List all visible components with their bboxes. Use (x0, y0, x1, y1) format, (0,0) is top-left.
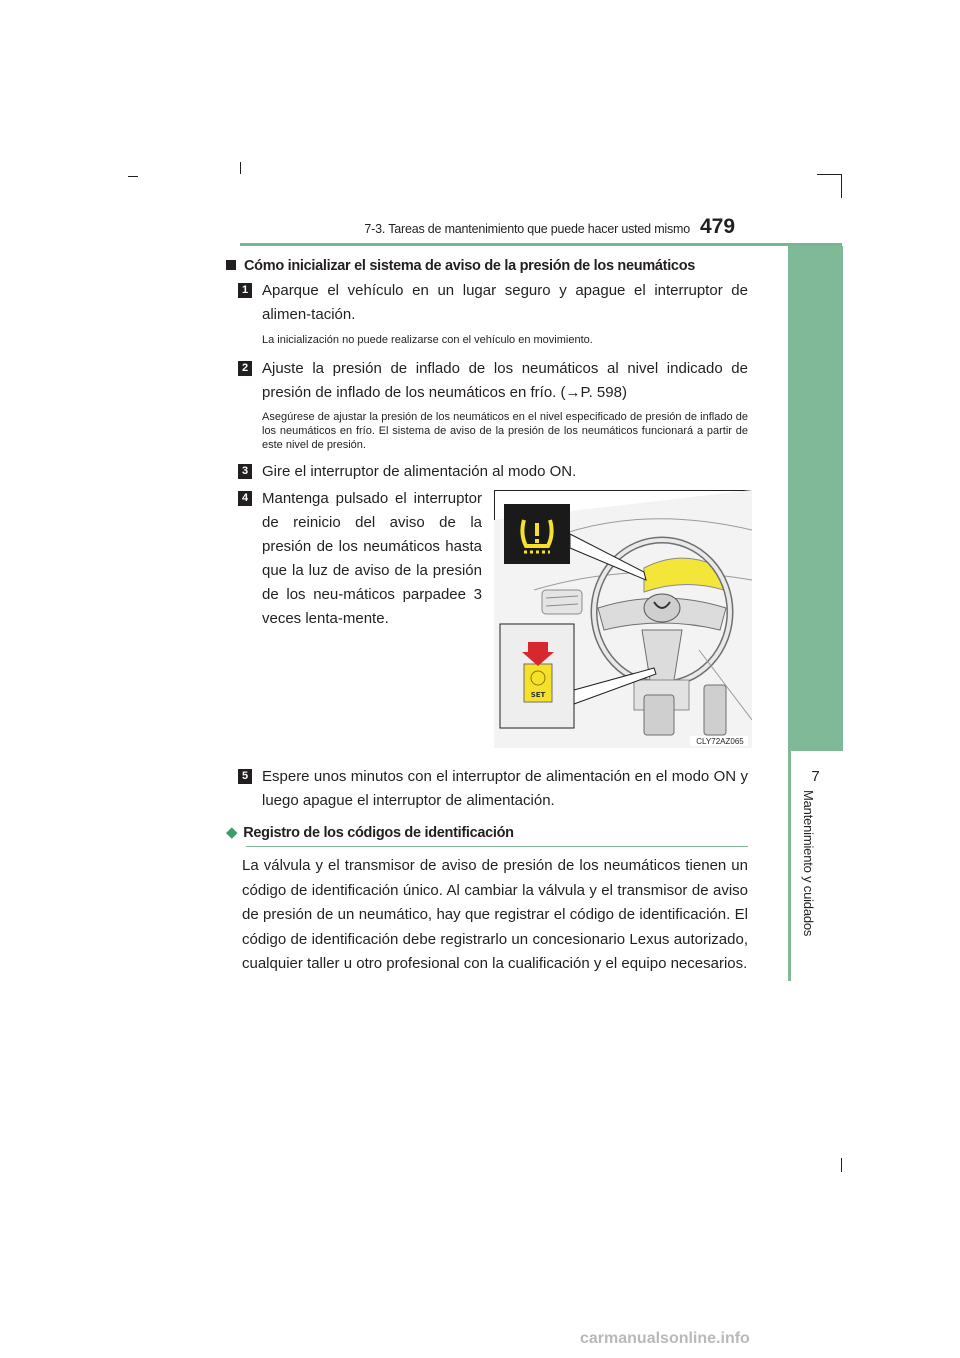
chapter-number: 7 (811, 768, 820, 785)
figure-code: CLY72AZ065 (696, 737, 744, 746)
step-number: 5 (238, 769, 252, 784)
subsection-body: La válvula y el transmisor de aviso de presión de los neumáticos tienen un código de identificación único. Al cambiar la válvula y el transmisor de aviso de presión de un neumático, hay que registrar el código de identificación. El código de identificación debe registrarlo un concesionario Lexus autorizado, cualquier taller u otro profesional con la cualificación y el equipo necesarios. (242, 857, 748, 972)
step-note: La inicialización no puede realizarse con el vehículo en movimiento. (262, 334, 593, 346)
subsection-heading (226, 823, 514, 841)
crop-mark (817, 174, 841, 175)
crop-mark (841, 174, 842, 198)
step-text: Mantenga pulsado el interruptor de reinicio del aviso de la presión de los neumáticos hasta que la luz de aviso de la presión de los neu-máticos parpadee 3 veces lenta-mente. (262, 490, 482, 627)
step-text: Espere unos minutos con el interruptor de alimentación en el modo ON y luego apague el interruptor de alimentación. (262, 768, 748, 809)
step-number: 3 (238, 464, 252, 479)
running-header: 7-3. Tareas de mantenimiento que puede hacer usted mismo (364, 222, 690, 236)
square-bullet-icon (226, 260, 236, 270)
step-number: 2 (238, 361, 252, 376)
watermark: carmanualsonline.info (580, 1330, 750, 1347)
subsection-rule (246, 846, 748, 847)
crop-mark (240, 162, 241, 174)
set-button-label: SET (530, 691, 546, 699)
crop-mark (841, 1158, 842, 1172)
step-number: 4 (238, 491, 252, 506)
steering-wheel-figure (494, 490, 752, 748)
section-heading-text: Cómo inicializar el sistema de aviso de la presión de los neumáticos (244, 258, 696, 274)
crop-mark (128, 176, 138, 177)
step-text: Gire el interruptor de alimentación al modo ON. (262, 463, 577, 480)
step-text: Aparque el vehículo en un lugar seguro y apague el interruptor de alimen-tación. (262, 282, 748, 323)
header-rule (240, 243, 842, 246)
subsection-heading-text: Registro de los códigos de identificación (243, 825, 514, 841)
step-text: Ajuste la presión de inflado de los neumáticos al nivel indicado de presión de inflado de los neumáticos en frío. (→P. 598) (262, 360, 748, 401)
step-note: Asegúrese de ajustar la presión de los neumáticos en el nivel especificado de presión de inflado de los neumáticos en frío. El sistema de aviso de la presión de los neumáticos funcionará a partir de este nivel de presión. (262, 411, 748, 451)
chapter-tab (788, 246, 843, 751)
section-heading (226, 258, 695, 274)
chapter-title: Mantenimiento y cuidados (801, 790, 816, 937)
step-number: 1 (238, 283, 252, 298)
diamond-bullet-icon: ◆ (226, 824, 238, 841)
page-number: 479 (700, 215, 736, 238)
